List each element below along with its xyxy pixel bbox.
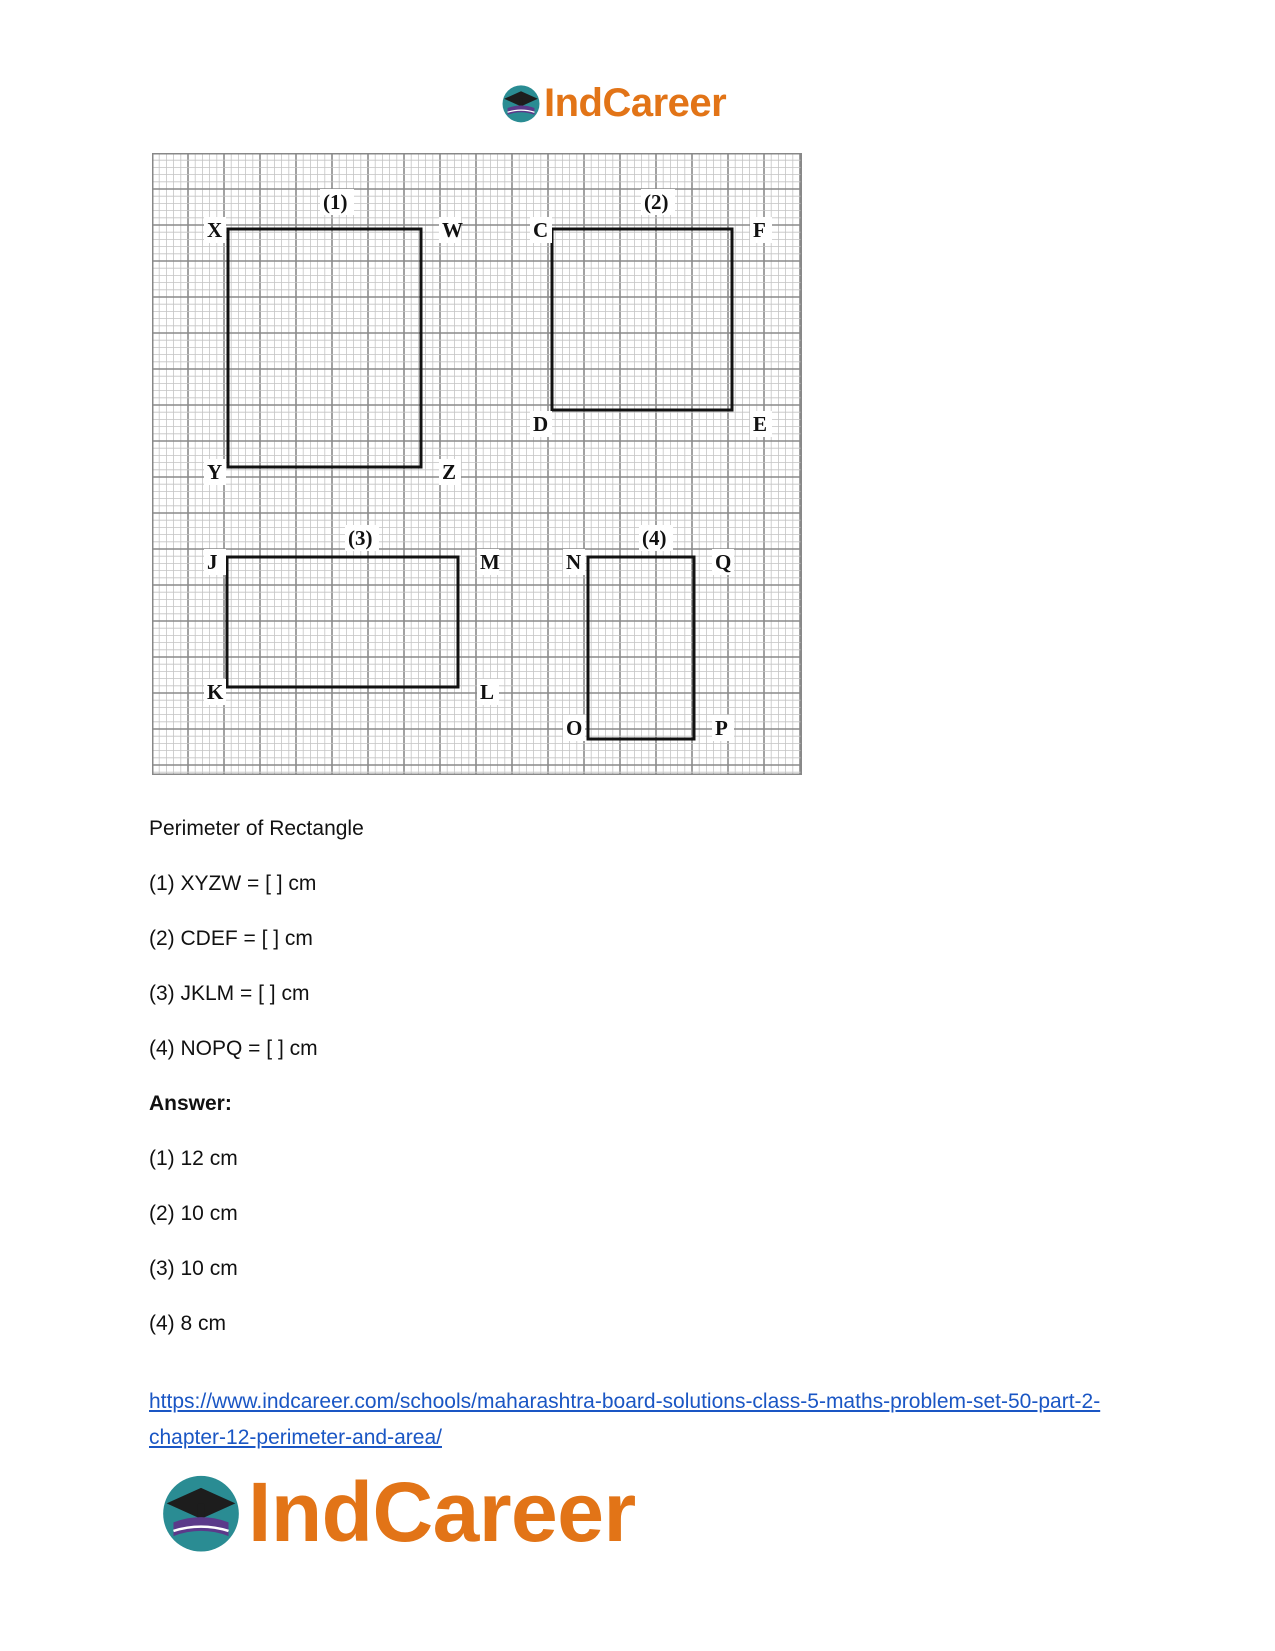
label-corner-o: O	[566, 716, 583, 740]
label-corner-m: M	[480, 550, 500, 574]
label-shape-number-2: (2)	[644, 190, 669, 214]
graph-paper-figure	[152, 153, 802, 775]
label-corner-p: P	[715, 716, 728, 740]
question-3: (3) JKLM = [ ] cm	[149, 982, 310, 1005]
answer-2: (2) 10 cm	[149, 1202, 238, 1225]
label-shape-number-1: (1)	[323, 190, 348, 214]
label-shape-number-3: (3)	[348, 526, 373, 550]
label-corner-q: Q	[715, 550, 732, 574]
label-corner-w: W	[442, 218, 463, 242]
answer-1: (1) 12 cm	[149, 1147, 238, 1170]
label-corner-k: K	[207, 680, 224, 704]
brand-wordmark-bottom: IndCareer	[248, 1465, 636, 1559]
label-corner-x: X	[207, 218, 223, 242]
label-corner-j: J	[207, 550, 218, 574]
question-4: (4) NOPQ = [ ] cm	[149, 1037, 318, 1060]
graduation-cap-book-globe-icon	[158, 1469, 244, 1555]
label-shape-number-4: (4)	[642, 526, 667, 550]
question-2: (2) CDEF = [ ] cm	[149, 927, 313, 950]
answer-3: (3) 10 cm	[149, 1257, 238, 1280]
section-heading: Perimeter of Rectangle	[149, 817, 364, 840]
answer-label: Answer:	[149, 1092, 232, 1115]
label-corner-y: Y	[207, 460, 223, 484]
label-corner-e: E	[753, 412, 768, 436]
label-corner-c: C	[533, 218, 549, 242]
brand-logo-top	[500, 78, 726, 128]
answer-4: (4) 8 cm	[149, 1312, 227, 1335]
label-corner-f: F	[753, 218, 766, 242]
question-1: (1) XYZW = [ ] cm	[149, 872, 317, 895]
graduation-cap-book-globe-icon	[500, 82, 542, 124]
brand-logo-bottom	[158, 1462, 636, 1562]
label-corner-n: N	[566, 550, 582, 574]
label-corner-l: L	[480, 680, 495, 704]
brand-wordmark-top: IndCareer	[544, 81, 727, 125]
label-corner-d: D	[533, 412, 549, 436]
source-link[interactable]: https://www.indcareer.com/schools/maharashtra-board-solutions-class-5-maths-problem-set-50-part-2-chapter-12-perimeter-and-area/	[149, 1390, 1101, 1449]
rectangle-jklm	[227, 557, 458, 687]
label-corner-z: Z	[442, 460, 457, 484]
